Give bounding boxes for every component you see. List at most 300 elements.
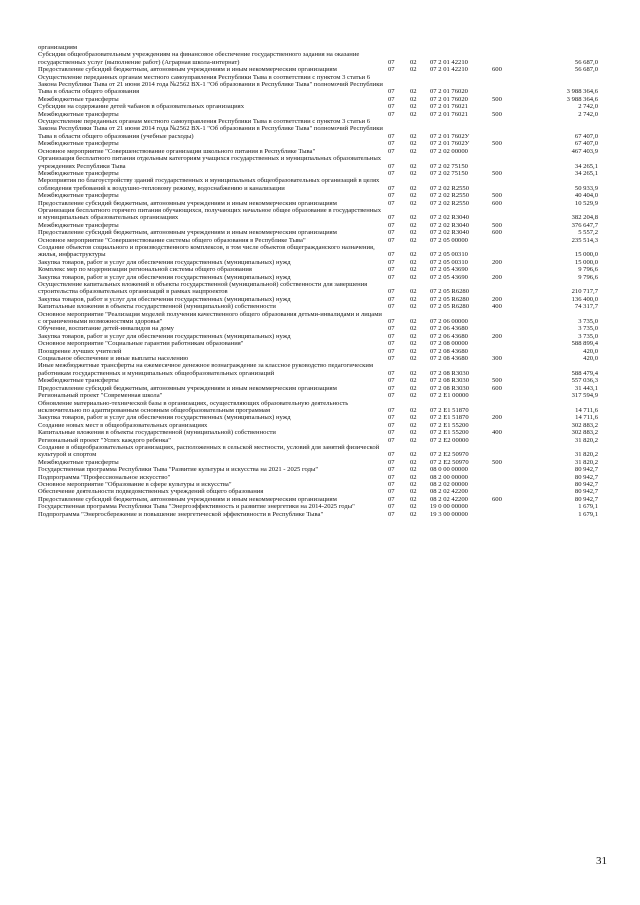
row-expense-type: 600 bbox=[492, 495, 502, 503]
row-target-article: 07 2 E1 55200 bbox=[430, 421, 469, 429]
row-podrazdel: 02 bbox=[410, 355, 417, 363]
row-podrazdel: 02 bbox=[410, 58, 417, 66]
row-podrazdel: 02 bbox=[410, 169, 417, 177]
table-row bbox=[38, 481, 598, 488]
table-row bbox=[38, 74, 598, 96]
row-amount: 557 036,3 bbox=[571, 377, 598, 385]
row-razdel: 07 bbox=[388, 332, 395, 340]
row-podrazdel: 02 bbox=[410, 421, 417, 429]
table-row bbox=[38, 244, 598, 259]
row-podrazdel: 02 bbox=[410, 473, 417, 481]
row-expense-type: 400 bbox=[492, 429, 502, 437]
table-row bbox=[38, 325, 598, 332]
row-target-article: 07 2 01 76021 bbox=[430, 103, 468, 111]
row-podrazdel: 02 bbox=[410, 429, 417, 437]
row-razdel: 07 bbox=[388, 488, 395, 496]
table-row bbox=[38, 348, 598, 355]
row-razdel: 07 bbox=[388, 229, 395, 237]
table-row bbox=[38, 118, 598, 140]
row-target-article: 07 2 E1 51870 bbox=[430, 414, 469, 422]
row-podrazdel: 02 bbox=[410, 369, 417, 377]
row-podrazdel: 02 bbox=[410, 199, 417, 207]
row-expense-type: 500 bbox=[492, 221, 502, 229]
row-target-article: 07 2 E2 50970 bbox=[430, 451, 469, 459]
row-amount: 80 942,7 bbox=[574, 488, 598, 496]
row-podrazdel: 02 bbox=[410, 147, 417, 155]
row-target-article: 07 2 05 R6280 bbox=[430, 295, 470, 303]
row-target-article: 08 2 00 00000 bbox=[430, 473, 468, 481]
row-target-article: 07 2 08 43680 bbox=[430, 355, 468, 363]
table-row bbox=[38, 222, 598, 229]
row-razdel: 07 bbox=[388, 236, 395, 244]
row-name: Создание в общеобразовательных организациях, расположенных в сельской местности, условий для занятий физической культурой и спортом bbox=[38, 443, 380, 459]
table-row bbox=[38, 192, 598, 199]
row-target-article: 19 0 00 00000 bbox=[430, 503, 468, 511]
row-target-article: 08 2 02 42200 bbox=[430, 488, 468, 496]
row-target-article: 07 2 08 R3030 bbox=[430, 384, 470, 392]
table-row bbox=[38, 155, 598, 170]
table-row bbox=[38, 422, 598, 429]
table-row bbox=[38, 459, 598, 466]
row-expense-type: 400 bbox=[492, 303, 502, 311]
row-target-article: 07 2 E1 51870 bbox=[430, 406, 469, 414]
row-expense-type: 200 bbox=[492, 258, 502, 266]
table-row bbox=[38, 333, 598, 340]
row-razdel: 07 bbox=[388, 88, 395, 96]
row-target-article: 08 2 02 42200 bbox=[430, 495, 468, 503]
row-name: Региональный проект "Современная школа" bbox=[38, 392, 163, 400]
budget-table bbox=[38, 44, 598, 518]
row-razdel: 07 bbox=[388, 169, 395, 177]
row-razdel: 07 bbox=[388, 110, 395, 118]
table-row bbox=[38, 362, 598, 377]
row-expense-type: 500 bbox=[492, 169, 502, 177]
row-razdel: 07 bbox=[388, 295, 395, 303]
row-target-article: 07 2 06 43680 bbox=[430, 332, 468, 340]
row-podrazdel: 02 bbox=[410, 162, 417, 170]
row-expense-type: 600 bbox=[492, 384, 502, 392]
row-razdel: 07 bbox=[388, 251, 395, 259]
row-expense-type: 500 bbox=[492, 192, 502, 200]
row-name: Межбюджетные трансферты bbox=[38, 377, 119, 385]
row-amount: 1 679,1 bbox=[578, 503, 598, 511]
row-razdel: 07 bbox=[388, 140, 395, 148]
table-row bbox=[38, 207, 598, 222]
row-podrazdel: 02 bbox=[410, 140, 417, 148]
row-razdel: 07 bbox=[388, 132, 395, 140]
row-razdel: 07 bbox=[388, 303, 395, 311]
row-razdel: 07 bbox=[388, 258, 395, 266]
row-name: Обновление материально-технической базы в организациях, осуществляющих образовательную деятельность исключительно по адаптированным основным общеобразовательным программам bbox=[38, 399, 349, 414]
row-razdel: 07 bbox=[388, 221, 395, 229]
row-amount: 3 735,0 bbox=[578, 332, 598, 340]
row-amount: 235 514,3 bbox=[571, 236, 598, 244]
row-podrazdel: 02 bbox=[410, 229, 417, 237]
row-podrazdel: 02 bbox=[410, 325, 417, 333]
row-expense-type: 500 bbox=[492, 458, 502, 466]
table-row bbox=[38, 229, 598, 236]
row-podrazdel: 02 bbox=[410, 103, 417, 111]
row-amount: 80 942,7 bbox=[574, 480, 598, 488]
row-name: Предоставление субсидий бюджетным, автономным учреждениям и иным некоммерческим организациям bbox=[38, 66, 337, 74]
row-amount: 302 883,2 bbox=[571, 421, 598, 429]
row-podrazdel: 02 bbox=[410, 347, 417, 355]
row-podrazdel: 02 bbox=[410, 273, 417, 281]
row-podrazdel: 02 bbox=[410, 303, 417, 311]
row-amount: 2 742,0 bbox=[578, 110, 598, 118]
row-podrazdel: 02 bbox=[410, 184, 417, 192]
row-razdel: 07 bbox=[388, 355, 395, 363]
row-name: Мероприятия по благоустройству зданий государственных и муниципальных общеобразовательных организаций в целях соблюдения требований к воздушно-тепловому режиму, водоснабжению и канализации bbox=[38, 177, 380, 192]
row-razdel: 07 bbox=[388, 503, 395, 511]
row-target-article: 19 3 00 00000 bbox=[430, 510, 468, 518]
row-expense-type: 600 bbox=[492, 229, 502, 237]
row-target-article: 07 2 05 00310 bbox=[430, 251, 468, 259]
table-row bbox=[38, 44, 598, 51]
row-podrazdel: 02 bbox=[410, 236, 417, 244]
row-razdel: 07 bbox=[388, 58, 395, 66]
row-amount: 80 942,7 bbox=[574, 495, 598, 503]
row-name: Субсидии на содержание детей чабанов в образовательных организациях bbox=[38, 103, 245, 111]
row-name: Закупка товаров, работ и услуг для обеспечения государственных (муниципальных) нужд bbox=[38, 295, 291, 303]
row-amount: 210 717,7 bbox=[571, 288, 598, 296]
row-name: Субсидии общеобразовательным учреждениям на финансовое обеспечение государственного задания на оказание государственных услуг (выполнение работ) (Аграрная школа-интернат) bbox=[38, 51, 360, 66]
row-razdel: 07 bbox=[388, 95, 395, 103]
row-podrazdel: 02 bbox=[410, 436, 417, 444]
table-row bbox=[38, 511, 598, 518]
row-razdel: 07 bbox=[388, 458, 395, 466]
row-name: Межбюджетные трансферты bbox=[38, 95, 119, 103]
row-razdel: 07 bbox=[388, 406, 395, 414]
row-name: Межбюджетные трансферты bbox=[38, 169, 119, 177]
row-name: Подпрограмма "Профессиональное искусство" bbox=[38, 473, 171, 481]
row-amount: 80 942,7 bbox=[574, 473, 598, 481]
row-amount: 317 594,9 bbox=[571, 392, 598, 400]
row-name: Государственная программа Республики Тыва "Развитие культуры и искусства на 2021 - 2025 годы" bbox=[38, 466, 319, 474]
row-podrazdel: 02 bbox=[410, 318, 417, 326]
row-target-article: 07 2 01 7602У bbox=[430, 140, 470, 148]
row-target-article: 07 2 E1 00000 bbox=[430, 392, 469, 400]
row-expense-type: 200 bbox=[492, 414, 502, 422]
row-amount: 382 204,8 bbox=[571, 214, 598, 222]
row-amount: 50 933,9 bbox=[574, 184, 598, 192]
row-amount: 9 796,6 bbox=[578, 266, 598, 274]
row-target-article: 07 2 02 R2550 bbox=[430, 192, 470, 200]
table-row bbox=[38, 66, 598, 73]
row-amount: 40 404,0 bbox=[574, 192, 598, 200]
row-name: Основное мероприятие "Совершенствование организации школьного питания в Республике Тыва" bbox=[38, 147, 316, 155]
row-expense-type: 600 bbox=[492, 199, 502, 207]
row-razdel: 07 bbox=[388, 214, 395, 222]
row-podrazdel: 02 bbox=[410, 377, 417, 385]
row-razdel: 07 bbox=[388, 103, 395, 111]
row-amount: 34 265,1 bbox=[574, 162, 598, 170]
row-podrazdel: 02 bbox=[410, 488, 417, 496]
row-podrazdel: 02 bbox=[410, 95, 417, 103]
row-amount: 31 443,1 bbox=[574, 384, 598, 392]
row-razdel: 07 bbox=[388, 495, 395, 503]
table-row bbox=[38, 444, 598, 459]
row-name: Осуществление капитальных вложений в объекты государственной (муниципальной) собственности для завершения строительства образовательных организаций в рамках нацпроектов bbox=[38, 281, 368, 296]
row-amount: 31 820,2 bbox=[574, 451, 598, 459]
row-razdel: 07 bbox=[388, 451, 395, 459]
table-row bbox=[38, 296, 598, 303]
row-podrazdel: 02 bbox=[410, 251, 417, 259]
row-name: Организация бесплатного питания отдельным категориям учащихся государственных и муниципальных образовательных учреждениях Республики Тыва bbox=[38, 155, 382, 170]
row-podrazdel: 02 bbox=[410, 88, 417, 96]
row-razdel: 07 bbox=[388, 392, 395, 400]
row-amount: 80 942,7 bbox=[574, 466, 598, 474]
table-row bbox=[38, 474, 598, 481]
table-row bbox=[38, 437, 598, 444]
table-row bbox=[38, 266, 598, 273]
row-target-article: 07 2 02 R3040 bbox=[430, 229, 470, 237]
table-row bbox=[38, 140, 598, 147]
table-row bbox=[38, 503, 598, 510]
row-target-article: 07 2 01 76020 bbox=[430, 88, 468, 96]
row-name: Обеспечение деятельности подведомственных учреждений общего образования bbox=[38, 488, 264, 496]
row-expense-type: 500 bbox=[492, 377, 502, 385]
row-name: Создание объектов социального и производственного комплексов, в том числе объектов общегражданского назначения, жилья, инфраструктуры bbox=[38, 243, 375, 259]
table-row bbox=[38, 200, 598, 207]
row-podrazdel: 02 bbox=[410, 406, 417, 414]
row-podrazdel: 02 bbox=[410, 451, 417, 459]
row-podrazdel: 02 bbox=[410, 66, 417, 74]
table-row bbox=[38, 311, 598, 326]
row-name: Предоставление субсидий бюджетным, автономным учреждениям и иным некоммерческим организациям bbox=[38, 229, 337, 237]
row-target-article: 07 2 01 76020 bbox=[430, 95, 468, 103]
row-razdel: 07 bbox=[388, 192, 395, 200]
row-amount: 74 317,7 bbox=[574, 303, 598, 311]
row-razdel: 07 bbox=[388, 147, 395, 155]
row-name: Организация бесплатного горячего питания обучающихся, получающих начальное общее образование в государственных и муниципальных образовательных организациях bbox=[38, 206, 382, 222]
table-row bbox=[38, 281, 598, 296]
row-target-article: 07 2 05 R6280 bbox=[430, 303, 470, 311]
row-amount: 15 000,0 bbox=[574, 258, 598, 266]
row-amount: 136 400,0 bbox=[571, 295, 598, 303]
row-amount: 3 988 364,6 bbox=[566, 95, 598, 103]
table-row bbox=[38, 392, 598, 399]
row-name: Закупка товаров, работ и услуг для обеспечения государственных (муниципальных) нужд bbox=[38, 414, 291, 422]
row-amount: 14 711,6 bbox=[575, 406, 598, 414]
row-name: Межбюджетные трансферты bbox=[38, 110, 119, 118]
row-razdel: 07 bbox=[388, 318, 395, 326]
row-target-article: 08 0 00 00000 bbox=[430, 466, 468, 474]
table-row bbox=[38, 51, 598, 66]
row-amount: 588 479,4 bbox=[571, 369, 598, 377]
row-name: Закупка товаров, работ и услуг для обеспечения государственных (муниципальных) нужд bbox=[38, 258, 291, 266]
row-razdel: 07 bbox=[388, 162, 395, 170]
row-podrazdel: 02 bbox=[410, 295, 417, 303]
row-amount: 67 407,0 bbox=[574, 132, 598, 140]
row-razdel: 07 bbox=[388, 325, 395, 333]
row-podrazdel: 02 bbox=[410, 332, 417, 340]
row-podrazdel: 02 bbox=[410, 214, 417, 222]
table-row bbox=[38, 111, 598, 118]
row-razdel: 07 bbox=[388, 369, 395, 377]
row-amount: 10 529,9 bbox=[574, 199, 598, 207]
table-row bbox=[38, 259, 598, 266]
row-target-article: 07 2 05 00310 bbox=[430, 258, 468, 266]
row-razdel: 07 bbox=[388, 473, 395, 481]
row-amount: 2 742,0 bbox=[578, 103, 598, 111]
row-target-article: 07 2 05 00000 bbox=[430, 236, 468, 244]
row-razdel: 07 bbox=[388, 273, 395, 281]
row-name: Предоставление субсидий бюджетным, автономным учреждениям и иным некоммерческим организациям bbox=[38, 384, 337, 392]
row-razdel: 07 bbox=[388, 480, 395, 488]
row-amount: 67 407,0 bbox=[574, 140, 598, 148]
row-expense-type: 500 bbox=[492, 140, 502, 148]
row-razdel: 07 bbox=[388, 66, 395, 74]
row-name: Государственная программа Республики Тыва "Энергоэффективность и развитие энергетики на 2014-2025 годы" bbox=[38, 503, 355, 511]
table-row bbox=[38, 96, 598, 103]
row-razdel: 07 bbox=[388, 436, 395, 444]
row-name: Социальное обеспечение и иные выплаты населению bbox=[38, 355, 189, 363]
row-razdel: 07 bbox=[388, 347, 395, 355]
row-name: Осуществление переданных органам местного самоуправления Республики Тыва в соответствии с пунктом 3 статьи 6 Закона Республики Тыва от 21 июня 2014 года №2562 ВХ-1 "Об образовании в Республике Тыва" полномочий Республики Тыва в области общего образования (учебные расходы) bbox=[38, 118, 383, 140]
row-name: Основное мероприятие "Образование в сфере культуры и искусства" bbox=[38, 480, 232, 488]
row-target-article: 07 2 08 R3030 bbox=[430, 377, 470, 385]
row-amount: 302 883,2 bbox=[571, 429, 598, 437]
row-target-article: 07 2 E2 50970 bbox=[430, 458, 469, 466]
row-expense-type: 200 bbox=[492, 273, 502, 281]
row-name: Основное мероприятие "Реализация моделей получения качественного общего образования детьми-инвалидами и лицами с ограниченными возможностями здоровья" bbox=[38, 310, 382, 326]
row-expense-type: 200 bbox=[492, 295, 502, 303]
row-amount: 3 735,0 bbox=[578, 325, 598, 333]
row-razdel: 07 bbox=[388, 288, 395, 296]
row-podrazdel: 02 bbox=[410, 384, 417, 392]
table-row bbox=[38, 429, 598, 436]
row-razdel: 07 bbox=[388, 184, 395, 192]
row-target-article: 07 2 02 R3040 bbox=[430, 214, 470, 222]
row-target-article: 07 2 06 43680 bbox=[430, 325, 468, 333]
row-target-article: 07 2 08 R3030 bbox=[430, 369, 470, 377]
row-expense-type: 500 bbox=[492, 95, 502, 103]
row-target-article: 07 2 02 75150 bbox=[430, 162, 468, 170]
row-name: Закупка товаров, работ и услуг для обеспечения государственных (муниципальных) нужд bbox=[38, 332, 291, 340]
row-expense-type: 300 bbox=[492, 355, 502, 363]
row-podrazdel: 02 bbox=[410, 221, 417, 229]
row-amount: 31 820,2 bbox=[574, 436, 598, 444]
row-target-article: 07 2 08 00000 bbox=[430, 340, 468, 348]
row-name: Осуществление переданных органам местного самоуправления Республики Тыва в соответствии с пунктом 3 статьи 6 Закона Республики Тыва от 21 июня 2014 года №2562 ВХ-1 "Об образовании в Республике Тыва" полномочий Республики Тыва в области общего образования bbox=[38, 73, 383, 96]
row-podrazdel: 02 bbox=[410, 192, 417, 200]
row-amount: 56 687,0 bbox=[574, 66, 598, 74]
row-name: Межбюджетные трансферты bbox=[38, 192, 119, 200]
row-target-article: 07 2 05 43690 bbox=[430, 266, 468, 274]
row-amount: 1 679,1 bbox=[578, 510, 598, 518]
row-razdel: 07 bbox=[388, 510, 395, 518]
row-target-article: 07 2 02 75150 bbox=[430, 169, 468, 177]
row-target-article: 07 2 05 R6280 bbox=[430, 288, 470, 296]
row-podrazdel: 02 bbox=[410, 132, 417, 140]
row-amount: 31 820,2 bbox=[574, 458, 598, 466]
table-row bbox=[38, 274, 598, 281]
row-name: Закупка товаров, работ и услуг для обеспечения государственных (муниципальных) нужд bbox=[38, 273, 291, 281]
row-name: Основное мероприятие "Совершенствование системы общего образования в Республике Тыва" bbox=[38, 236, 306, 244]
row-target-article: 08 2 02 00000 bbox=[430, 480, 468, 488]
row-podrazdel: 02 bbox=[410, 266, 417, 274]
row-target-article: 07 2 01 7602У bbox=[430, 132, 470, 140]
row-name: Основное мероприятие "Социальные гарантии работникам образования" bbox=[38, 340, 244, 348]
row-name: организациям bbox=[38, 44, 78, 51]
row-podrazdel: 02 bbox=[410, 340, 417, 348]
row-razdel: 07 bbox=[388, 377, 395, 385]
row-target-article: 07 2 02 R3040 bbox=[430, 221, 470, 229]
row-name: Иные межбюджетные трансферты на ежемесячное денежное вознаграждение за классное руководство педагогическим работникам государственных и муниципальных общеобразовательных организаций bbox=[38, 362, 374, 377]
row-name: Межбюджетные трансферты bbox=[38, 221, 119, 229]
row-amount: 9 796,6 bbox=[578, 273, 598, 281]
row-name: Региональный проект "Успех каждого ребенка" bbox=[38, 436, 171, 444]
row-razdel: 07 bbox=[388, 340, 395, 348]
row-podrazdel: 02 bbox=[410, 480, 417, 488]
row-amount: 34 265,1 bbox=[574, 169, 598, 177]
row-expense-type: 200 bbox=[492, 332, 502, 340]
row-podrazdel: 02 bbox=[410, 510, 417, 518]
row-amount: 467 403,9 bbox=[571, 147, 598, 155]
table-row bbox=[38, 400, 598, 415]
table-row bbox=[38, 237, 598, 244]
row-expense-type: 500 bbox=[492, 110, 502, 118]
row-amount: 15 000,0 bbox=[574, 251, 598, 259]
row-razdel: 07 bbox=[388, 384, 395, 392]
row-target-article: 07 2 02 R2550 bbox=[430, 199, 470, 207]
row-podrazdel: 02 bbox=[410, 110, 417, 118]
row-podrazdel: 02 bbox=[410, 392, 417, 400]
row-target-article: 07 2 01 42210 bbox=[430, 66, 468, 74]
row-name: Капитальные вложения в объекты государственной (муниципальной) собственности bbox=[38, 429, 276, 437]
table-row bbox=[38, 303, 598, 310]
table-row bbox=[38, 170, 598, 177]
row-name: Поощрение лучших учителей bbox=[38, 347, 122, 355]
row-razdel: 07 bbox=[388, 421, 395, 429]
row-podrazdel: 02 bbox=[410, 503, 417, 511]
row-amount: 3 988 364,6 bbox=[566, 88, 598, 96]
table-row bbox=[38, 103, 598, 110]
table-row bbox=[38, 148, 598, 155]
row-podrazdel: 02 bbox=[410, 414, 417, 422]
row-name: Предоставление субсидий бюджетным, автономным учреждениям и иным некоммерческим организациям bbox=[38, 495, 337, 503]
row-target-article: 07 2 01 42210 bbox=[430, 58, 468, 66]
table-row bbox=[38, 177, 598, 192]
row-amount: 376 647,7 bbox=[571, 221, 598, 229]
row-name: Межбюджетные трансферты bbox=[38, 140, 119, 148]
row-amount: 5 557,2 bbox=[578, 229, 598, 237]
row-name: Подпрограмма "Энергосбережение и повышение энергетической эффективности в Республике Тыва" bbox=[38, 510, 324, 518]
table-row bbox=[38, 466, 598, 473]
row-name: Капитальные вложения в объекты государственной (муниципальной) собственности bbox=[38, 303, 276, 311]
row-razdel: 07 bbox=[388, 199, 395, 207]
row-expense-type: 600 bbox=[492, 66, 502, 74]
row-amount: 420,0 bbox=[583, 347, 598, 355]
row-name: Межбюджетные трансферты bbox=[38, 458, 119, 466]
row-target-article: 07 2 02 R2550 bbox=[430, 184, 470, 192]
page-number: 31 bbox=[596, 855, 607, 867]
table-row bbox=[38, 385, 598, 392]
row-podrazdel: 02 bbox=[410, 466, 417, 474]
row-name: Комплекс мер по модернизации региональной системы общего образования bbox=[38, 266, 252, 274]
table-row bbox=[38, 340, 598, 347]
row-amount: 56 687,0 bbox=[574, 58, 598, 66]
row-target-article: 07 2 02 00000 bbox=[430, 147, 468, 155]
row-name: Предоставление субсидий бюджетным, автономным учреждениям и иным некоммерческим организациям bbox=[38, 199, 337, 207]
table-row bbox=[38, 414, 598, 421]
row-amount: 420,0 bbox=[583, 355, 598, 363]
row-target-article: 07 2 E2 00000 bbox=[430, 436, 469, 444]
table-row bbox=[38, 496, 598, 503]
row-podrazdel: 02 bbox=[410, 458, 417, 466]
row-razdel: 07 bbox=[388, 429, 395, 437]
